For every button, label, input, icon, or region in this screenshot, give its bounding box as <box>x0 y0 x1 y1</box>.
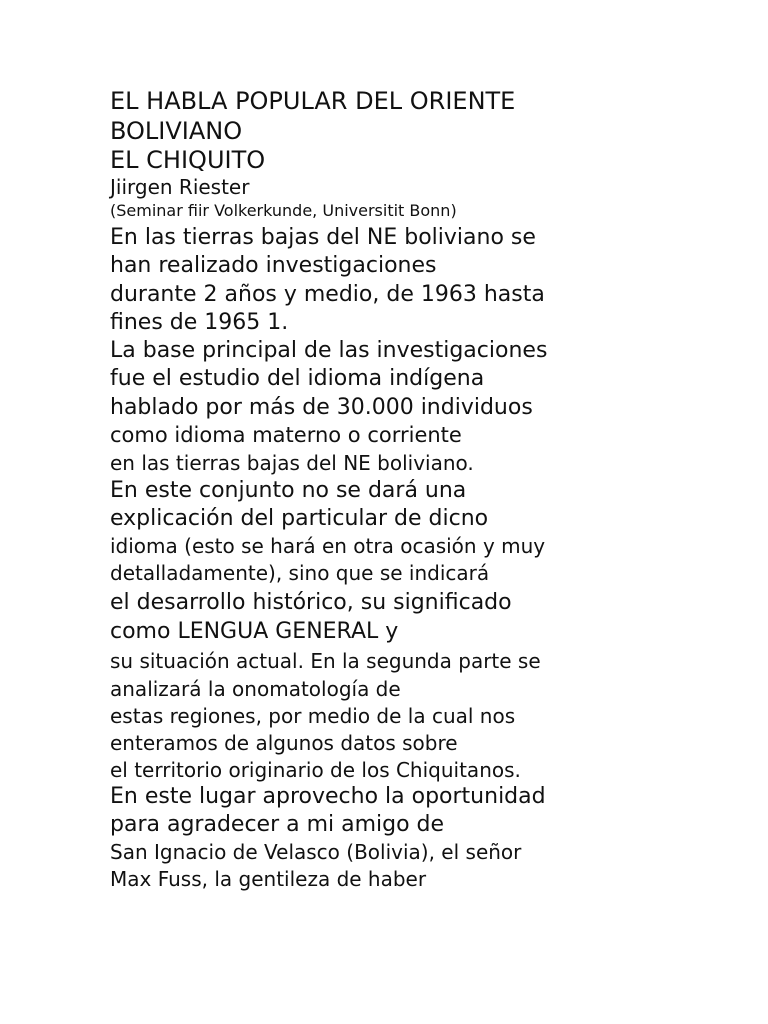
body-line: como idioma materno o corriente <box>110 423 462 447</box>
body-line: fines de 1965 1. <box>110 310 289 335</box>
body-line: el desarrollo histórico, su significado <box>110 590 512 615</box>
body-line: han realizado investigaciones <box>110 253 437 278</box>
body-line: hablado por más de 30.000 individuos <box>110 395 533 420</box>
body-line: explicación del particular de dicno <box>110 506 489 531</box>
body-line: idioma (esto se hará en otra ocasión y muy <box>110 534 546 558</box>
author-name: Jiirgen Riester <box>110 175 250 199</box>
body-line: su situación actual. En la segunda parte se <box>110 649 541 673</box>
body-line: San Ignacio de Velasco (Bolivia), el señor <box>110 840 522 864</box>
title-line: BOLIVIANO <box>110 117 243 145</box>
body-line: enteramos de algunos datos sobre <box>110 731 458 755</box>
body-line: estas regiones, por medio de la cual nos <box>110 704 516 728</box>
body-line: analizará la onomatología de <box>110 677 401 701</box>
body-line: durante 2 años y medio, de 1963 hasta <box>110 282 545 307</box>
body-line: La base principal de las investigaciones <box>110 338 548 363</box>
body-line: En este conjunto no se dará una <box>110 478 467 503</box>
title-line: EL HABLA POPULAR DEL ORIENTE <box>110 87 516 115</box>
body-line: el territorio originario de los Chiquitanos. <box>110 758 521 782</box>
body-line: como LENGUA GENERAL y <box>110 619 399 644</box>
body-line: En las tierras bajas del NE boliviano se <box>110 225 536 250</box>
body-line: en las tierras bajas del NE boliviano. <box>110 451 474 475</box>
body-line: Max Fuss, la gentileza de haber <box>110 867 427 891</box>
body-line: detalladamente), sino que se indicará <box>110 561 490 585</box>
body-line: En este lugar aprovecho la oportunidad <box>110 784 546 809</box>
author-affiliation: (Seminar fiir Volkerkunde, Universitit Bonn) <box>110 201 457 220</box>
title-line: EL CHIQUITO <box>110 146 266 174</box>
body-line: fue el estudio del idioma indígena <box>110 366 485 391</box>
body-line: para agradecer a mi amigo de <box>110 812 445 837</box>
